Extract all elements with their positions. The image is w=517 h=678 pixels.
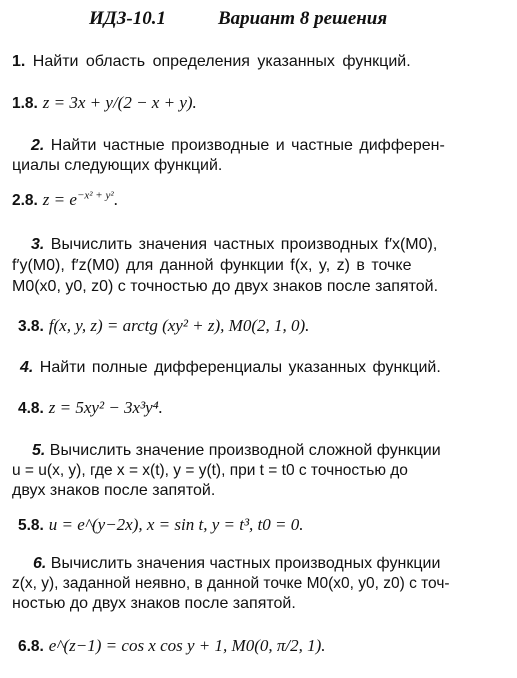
task2-heading-line1: 2. Найти частные производные и частные дифферен- — [31, 137, 445, 154]
task6-heading-line3: ностью до двух знаков после запятой. — [12, 595, 296, 612]
task3-heading-line2: f′y(M0), f′z(M0) для данной функции f(x, y, z) в точке — [12, 257, 412, 274]
task6-formula: e^(z−1) = cos x cos y + 1, M0(0, π/2, 1). — [48, 636, 326, 655]
task3-heading-line3: M0(x0, y0, z0) с точностью до двух знаков после запятой. — [12, 278, 439, 295]
task4-heading: 4. Найти полные дифференциалы указанных функций. — [20, 359, 441, 376]
task5-heading-line2: u = u(x, y), где x = x(t), y = y(t), при t = t0 с точностью до — [12, 462, 408, 479]
task5-heading-line3: двух знаков после запятой. — [12, 482, 216, 499]
task5-formula-line: 5.8. u = e^(y−2x), x = sin t, y = t³, t0 = 0. — [18, 515, 304, 534]
task3-heading-line1: 3. Вычислить значения частных производных f′x(M0), — [31, 236, 438, 253]
task2-heading-line2: циалы следующих функций. — [12, 157, 223, 174]
task1-formula-line: 1.8. z = 3x + y/(2 − x + y). — [12, 93, 197, 112]
task5-heading-line1: 5. Вычислить значение производной сложной функции — [32, 442, 441, 459]
task6-heading-line2: z(x, y), заданной неявно, в данной точке M0(x0, y0, z0) с точ- — [12, 575, 450, 592]
task6-formula-line: 6.8. e^(z−1) = cos x cos y + 1, M0(0, π/2, 1). — [18, 636, 326, 655]
variant-title: Вариант 8 решения — [218, 8, 388, 29]
task1-heading: 1. Найти область определения указанных функций. — [12, 53, 411, 70]
task3-formula: f(x, y, z) = arctg (xy² + z), M0(2, 1, 0). — [48, 316, 310, 335]
task4-formula-line: 4.8. z = 5xy² − 3x³y⁴. — [18, 398, 163, 417]
task3-formula-line: 3.8. f(x, y, z) = arctg (xy² + z), M0(2, 1, 0). — [18, 316, 310, 335]
task4-formula: z = 5xy² − 3x³y⁴. — [48, 398, 163, 417]
assignment-title: ИДЗ-10.1 — [89, 8, 167, 29]
task1-formula: z = 3x + y/(2 − x + y). — [42, 93, 197, 112]
task2-formula-line: 2.8. $z = e^{-x^2 + y^2}$. — [12, 189, 118, 209]
task5-formula: u = e^(y−2x), x = sin t, y = t³, t0 = 0. — [48, 515, 304, 534]
task6-heading-line1: 6. Вычислить значения частных производных функции — [33, 555, 441, 572]
task2-formula: $z = e^{-x^2 + y^2}$. — [42, 189, 118, 209]
